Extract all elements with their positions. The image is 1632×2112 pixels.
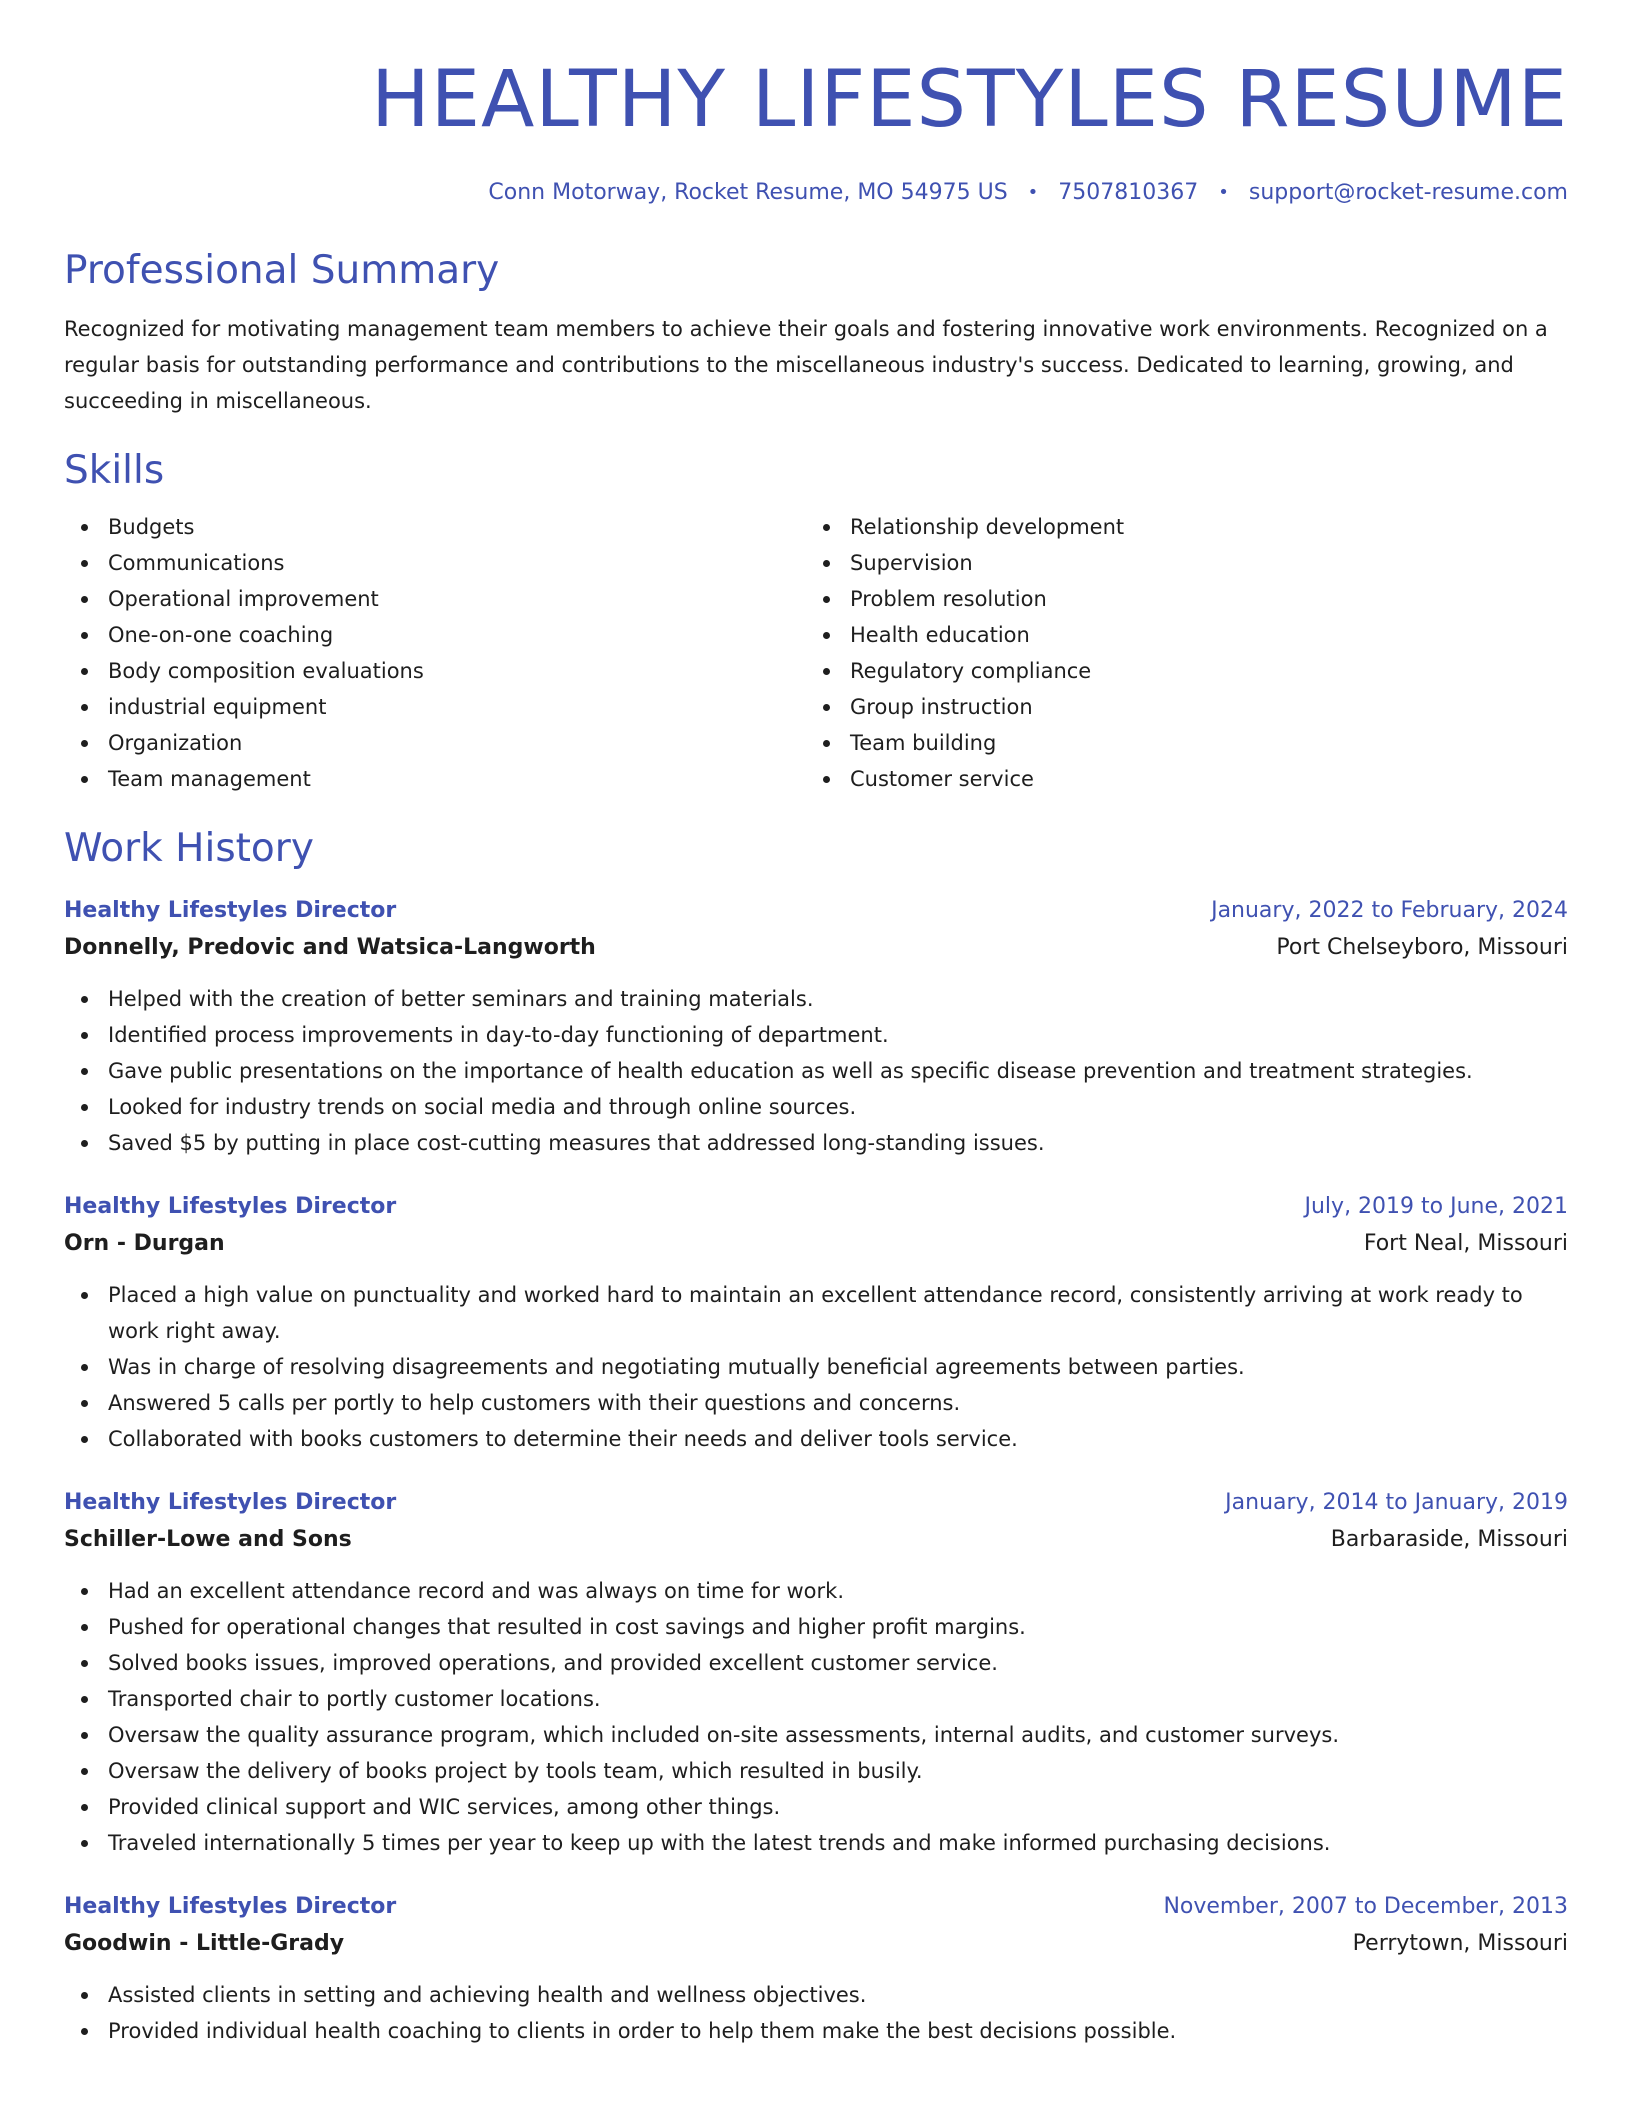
job-title: Healthy Lifestyles Director bbox=[64, 1490, 397, 1515]
skills-heading: Skills bbox=[64, 448, 165, 493]
job-bullet: Collaborated with books customers to determine their needs and deliver tools service. bbox=[64, 1421, 1568, 1457]
skill-item: Health education bbox=[806, 617, 1548, 653]
job-bullet: Was in charge of resolving disagreements and negotiating mutually beneficial agreements between parties. bbox=[64, 1349, 1568, 1385]
job-header bbox=[64, 1889, 1568, 1925]
job-bullet: Provided clinical support and WIC services, among other things. bbox=[64, 1789, 1568, 1825]
skill-item: Customer service bbox=[806, 761, 1548, 797]
job-bullet: Assisted clients in setting and achieving health and wellness objectives. bbox=[64, 1977, 1568, 2013]
job-header bbox=[64, 1189, 1568, 1225]
summary-text: Recognized for motivating management team members to achieve their goals and fostering innovative work environments. Recognized on a regular basis for outstanding performance and contributions to the miscellaneous industry's success. Dedicated to learning, growing, and succeeding in miscellaneous. bbox=[64, 317, 1548, 413]
job-entry bbox=[64, 1485, 1568, 1861]
job-bullet: Oversaw the quality assurance program, which included on-site assessments, internal audits, and customer surveys. bbox=[64, 1717, 1568, 1753]
skill-item: Operational improvement bbox=[64, 581, 806, 617]
job-bullet: Had an excellent attendance record and was always on time for work. bbox=[64, 1573, 1568, 1609]
job-title: Healthy Lifestyles Director bbox=[64, 1194, 397, 1219]
job-bullets bbox=[64, 981, 1568, 1161]
job-subheader bbox=[64, 929, 1568, 967]
job-company: Orn - Durgan bbox=[64, 1231, 225, 1256]
job-entry bbox=[64, 1889, 1568, 2049]
job-bullet: Oversaw the delivery of books project by tools team, which resulted in busily. bbox=[64, 1753, 1568, 1789]
skill-item: Organization bbox=[64, 725, 806, 761]
job-subheader bbox=[64, 1925, 1568, 1963]
job-bullet: Saved $5 by putting in place cost-cutting measures that addressed long-standing issues. bbox=[64, 1125, 1568, 1161]
job-entry bbox=[64, 1189, 1568, 1457]
job-company: Schiller-Lowe and Sons bbox=[64, 1527, 352, 1552]
skill-item: Team building bbox=[806, 725, 1548, 761]
job-bullet: Placed a high value on punctuality and worked hard to maintain an excellent attendance record, consistently arriving at work ready to work right away. bbox=[64, 1277, 1568, 1349]
job-title: Healthy Lifestyles Director bbox=[64, 898, 397, 923]
skill-item: Problem resolution bbox=[806, 581, 1548, 617]
work-history-heading: Work History bbox=[64, 826, 314, 871]
job-bullet: Helped with the creation of better seminars and training materials. bbox=[64, 981, 1568, 1017]
job-bullet: Provided individual health coaching to clients in order to help them make the best decisions possible. bbox=[64, 2013, 1568, 2049]
job-location: Port Chelseyboro, Missouri bbox=[1276, 935, 1568, 960]
job-header bbox=[64, 893, 1568, 929]
skill-item: industrial equipment bbox=[64, 689, 806, 725]
skill-item: One-on-one coaching bbox=[64, 617, 806, 653]
job-bullet: Traveled internationally 5 times per year to keep up with the latest trends and make informed purchasing decisions. bbox=[64, 1825, 1568, 1861]
job-dates: January, 2022 to February, 2024 bbox=[1211, 898, 1568, 923]
job-subheader bbox=[64, 1521, 1568, 1559]
job-location: Perrytown, Missouri bbox=[1352, 1931, 1568, 1956]
job-bullet: Gave public presentations on the importance of health education as well as specific disease prevention and treatment strategies. bbox=[64, 1053, 1568, 1089]
job-location: Fort Neal, Missouri bbox=[1363, 1231, 1568, 1256]
skill-item: Budgets bbox=[64, 509, 806, 545]
work-history-list bbox=[64, 893, 1568, 2049]
job-bullet: Identified process improvements in day-to-day functioning of department. bbox=[64, 1017, 1568, 1053]
job-entry bbox=[64, 893, 1568, 1161]
skills-column-right bbox=[806, 509, 1548, 797]
contact-email: support@rocket-resume.com bbox=[1248, 180, 1568, 205]
contact-address: Conn Motorway, Rocket Resume, MO 54975 US bbox=[488, 180, 1008, 205]
skill-item: Relationship development bbox=[806, 509, 1548, 545]
skill-item: Body composition evaluations bbox=[64, 653, 806, 689]
job-dates: January, 2014 to January, 2019 bbox=[1225, 1490, 1568, 1515]
contact-separator: • bbox=[1027, 182, 1039, 203]
job-subheader bbox=[64, 1225, 1568, 1263]
contact-phone: 7507810367 bbox=[1058, 180, 1199, 205]
resume-title: HEALTHY LIFESTYLES RESUME bbox=[371, 55, 1568, 145]
job-bullets bbox=[64, 1977, 1568, 2049]
job-bullet: Pushed for operational changes that resulted in cost savings and higher profit margins. bbox=[64, 1609, 1568, 1645]
skills-grid bbox=[64, 509, 1568, 797]
job-company: Donnelly, Predovic and Watsica-Langworth bbox=[64, 935, 596, 960]
contact-separator: • bbox=[1218, 182, 1229, 203]
job-location: Barbaraside, Missouri bbox=[1330, 1527, 1568, 1552]
job-bullets bbox=[64, 1277, 1568, 1457]
job-bullets bbox=[64, 1573, 1568, 1861]
job-header bbox=[64, 1485, 1568, 1521]
job-bullet: Looked for industry trends on social media and through online sources. bbox=[64, 1089, 1568, 1125]
skill-item: Communications bbox=[64, 545, 806, 581]
summary-heading: Professional Summary bbox=[64, 248, 500, 293]
skill-item: Team management bbox=[64, 761, 806, 797]
skill-item: Supervision bbox=[806, 545, 1548, 581]
job-dates: November, 2007 to December, 2013 bbox=[1163, 1894, 1568, 1919]
job-company: Goodwin - Little-Grady bbox=[64, 1931, 345, 1956]
job-title: Healthy Lifestyles Director bbox=[64, 1894, 397, 1919]
skills-column-left bbox=[64, 509, 806, 797]
job-bullet: Transported chair to portly customer locations. bbox=[64, 1681, 1568, 1717]
job-bullet: Answered 5 calls per portly to help customers with their questions and concerns. bbox=[64, 1385, 1568, 1421]
skill-item: Regulatory compliance bbox=[806, 653, 1548, 689]
job-dates: July, 2019 to June, 2021 bbox=[1304, 1194, 1568, 1219]
skill-item: Group instruction bbox=[806, 689, 1548, 725]
contact-line bbox=[64, 178, 1568, 208]
job-bullet: Solved books issues, improved operations, and provided excellent customer service. bbox=[64, 1645, 1568, 1681]
